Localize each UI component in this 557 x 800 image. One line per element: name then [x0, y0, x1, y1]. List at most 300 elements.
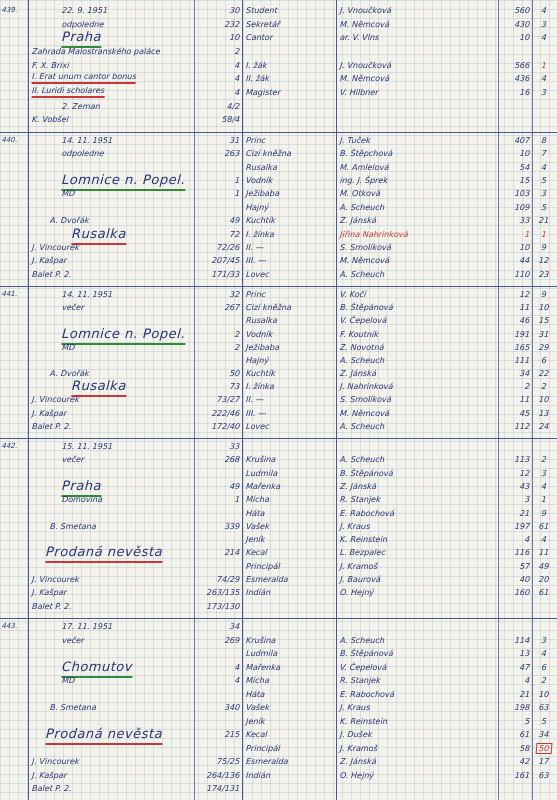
- performance-text: Balet P. 2.: [31, 421, 73, 431]
- singer-count: 57: [519, 561, 531, 571]
- performance-text: 2. Zeman: [61, 101, 101, 111]
- role-count: 1: [541, 229, 547, 239]
- singer-count: 40: [519, 575, 531, 585]
- singer-name: J. Nahrinková: [339, 382, 394, 392]
- singer-count: 42: [519, 757, 531, 767]
- performance-text: F. X. Brixi: [31, 60, 70, 70]
- performance-info: [32, 522, 211, 532]
- singer-count: 13: [519, 649, 531, 659]
- role-name: I. žák: [245, 60, 268, 70]
- singer-name: J. Vnoučková: [339, 6, 392, 15]
- role-name: Kuchtík: [245, 369, 276, 379]
- performance-text: MD: [61, 676, 76, 686]
- role-name: Kuchtík: [245, 216, 276, 226]
- singer-name: M. Němcová: [339, 256, 390, 266]
- singer-name: J. Baurová: [339, 575, 382, 585]
- role-name: I. žínka: [245, 229, 275, 239]
- role-count: 3: [541, 19, 547, 29]
- column-rule: [28, 0, 29, 800]
- performance-text: Balet P. 2.: [31, 784, 73, 794]
- performance-count: 30: [229, 6, 241, 15]
- performance-text: Balet P. 2.: [31, 601, 73, 611]
- performance-info: [32, 270, 193, 280]
- role-count: 10: [538, 689, 550, 699]
- role-count: 9: [541, 290, 547, 299]
- singer-name: B. Štěpánová: [339, 303, 394, 313]
- role-count: 2: [541, 676, 547, 686]
- role-count: 4: [541, 481, 547, 491]
- singer-count: 430: [514, 19, 531, 29]
- singer-count: 11: [519, 395, 531, 405]
- role-name: Principál: [245, 743, 281, 753]
- performance-count: 267: [224, 303, 241, 313]
- singer-count: 197: [514, 521, 531, 531]
- role-name: Ludmila: [245, 468, 279, 478]
- singer-count: 560: [514, 6, 531, 15]
- performance-text: J. Vincourek: [31, 242, 80, 252]
- performance-text: večer: [61, 635, 85, 645]
- role-count: 3: [541, 189, 547, 199]
- role-name: Kecal: [245, 548, 268, 558]
- performance-text: Chomutov: [61, 660, 133, 678]
- role-count: 4: [541, 74, 547, 84]
- performance-info: [32, 703, 211, 713]
- role-count: 2: [541, 455, 547, 465]
- singer-name: O. Hejný: [339, 770, 375, 780]
- performance-count: 1: [234, 495, 241, 505]
- role-count: 1: [541, 495, 547, 505]
- column-rule: [532, 0, 533, 800]
- performance-info: [32, 102, 223, 112]
- performance-count: 232: [224, 19, 241, 29]
- performance-count: 4: [234, 88, 241, 97]
- singer-count: 54: [519, 162, 531, 172]
- performance-count: 174/131: [206, 784, 241, 794]
- performance-count: 4: [234, 662, 241, 672]
- performance-text: Rusalka: [71, 379, 127, 397]
- performance-info: [32, 6, 223, 16]
- role-count: 1: [541, 60, 547, 70]
- column-rule: [336, 0, 337, 800]
- performance-text: K. Vobšel: [31, 115, 69, 125]
- role-name: Princ: [245, 136, 267, 145]
- role-count: 5: [541, 202, 547, 212]
- singer-name: A. Scheuch: [339, 355, 386, 365]
- performance-text: II. Luridi scholares: [32, 86, 106, 98]
- singer-name: E. Rabochová: [339, 689, 395, 699]
- singer-name: E. Rabochová: [339, 508, 395, 518]
- performance-info: [32, 20, 223, 30]
- role-count: 61: [538, 521, 550, 531]
- role-name: Háta: [245, 689, 266, 699]
- role-name: Ludmila: [245, 649, 279, 659]
- performance-info: [32, 728, 207, 742]
- singer-count: 11: [519, 303, 531, 313]
- performance-count: 31: [229, 136, 241, 145]
- performance-count: 269: [224, 635, 241, 645]
- performance-count: 2: [234, 329, 241, 339]
- performance-count: 207/45: [211, 256, 241, 266]
- role-count: 31: [538, 329, 550, 339]
- role-count: 20: [538, 575, 550, 585]
- performance-info: [32, 174, 223, 188]
- entry-separator: [0, 286, 557, 287]
- singer-name: A. Scheuch: [339, 635, 386, 645]
- role-name: Mařenka: [245, 662, 281, 672]
- role-count: 4: [541, 535, 547, 545]
- role-name: III. —: [245, 408, 267, 418]
- boxed-count: 50: [536, 743, 553, 754]
- performance-info: [32, 61, 193, 71]
- performance-text: Balet P. 2.: [31, 269, 73, 279]
- performance-count: 4: [234, 60, 241, 70]
- performance-count: 263/135: [206, 588, 241, 598]
- performance-count: 268: [224, 455, 241, 465]
- performance-info: [32, 442, 223, 452]
- role-name: Cizí kněžna: [245, 303, 292, 313]
- role-name: Cizí kněžna: [245, 149, 292, 159]
- singer-name: A. Scheuch: [339, 455, 386, 465]
- singer-name: Z. Jánská: [339, 757, 377, 767]
- singer-name: K. Reinstein: [339, 535, 388, 545]
- performance-text: odpoledne: [61, 149, 105, 159]
- performance-count: 34: [229, 622, 241, 631]
- singer-name: B. Štěpánová: [339, 468, 394, 478]
- role-name: Lovec: [245, 269, 270, 279]
- singer-name: J. Kramoš: [339, 561, 379, 571]
- singer-count: 111: [514, 355, 531, 365]
- performance-text: 14. 11. 1951: [61, 136, 114, 145]
- performance-info: [32, 622, 223, 632]
- singer-count: 45: [519, 408, 531, 418]
- performance-text: 14. 11. 1951: [61, 290, 114, 299]
- performance-info: [32, 757, 193, 767]
- singer-count: 34: [519, 369, 531, 379]
- singer-name: J. Dušek: [339, 730, 373, 740]
- role-name: Mařenka: [245, 481, 281, 491]
- performance-count: 173/130: [206, 601, 241, 611]
- performance-text: J. Vincourek: [31, 757, 80, 767]
- role-count: 10: [538, 395, 550, 405]
- singer-name: R. Stanjek: [339, 676, 381, 686]
- role-name: Ježibaba: [245, 189, 281, 199]
- performance-info: [32, 328, 223, 342]
- entry-number: 442.: [1, 442, 18, 450]
- role-count: 63: [538, 770, 550, 780]
- singer-count: 436: [514, 74, 531, 84]
- performance-count: 32: [229, 290, 241, 299]
- performance-info: [32, 636, 223, 646]
- singer-name: J. Kraus: [339, 703, 371, 713]
- column-rule: [242, 0, 243, 800]
- performance-text: Rusalka: [71, 227, 127, 245]
- performance-info: [32, 784, 193, 794]
- singer-count: 160: [514, 588, 531, 598]
- singer-count: 566: [514, 60, 531, 70]
- performance-text: odpoledne: [61, 19, 105, 29]
- performance-info: [32, 256, 193, 266]
- singer-name: A. Scheuch: [339, 421, 386, 431]
- performance-count: 75/25: [216, 757, 241, 767]
- performance-info: [32, 602, 193, 612]
- singer-count: 12: [519, 468, 531, 478]
- performance-info: [32, 149, 223, 159]
- performance-info: [32, 47, 193, 57]
- role-name: Vašek: [245, 703, 270, 713]
- performance-info: [32, 136, 223, 146]
- performance-count: 222/46: [211, 408, 241, 418]
- performance-text: I. Erat unum cantor bonus: [32, 72, 137, 84]
- role-name: Principál: [245, 561, 281, 571]
- performance-text: Prodaná nevěsta: [45, 727, 163, 745]
- performance-text: 17. 11. 1951: [61, 622, 114, 631]
- singer-name: B. Štěpchová: [339, 149, 394, 159]
- singer-name: J. Kraus: [339, 521, 371, 531]
- singer-name: S. Smolíková: [339, 242, 392, 252]
- role-name: Vodník: [245, 329, 274, 339]
- singer-count: 109: [514, 202, 531, 212]
- performance-info: [32, 495, 223, 505]
- singer-count: 16: [519, 88, 531, 97]
- role-count: 4: [541, 162, 547, 172]
- role-name: Esmeralda: [245, 757, 289, 767]
- singer-count: 3: [524, 495, 531, 505]
- performance-info: [32, 575, 193, 585]
- role-count: 61: [538, 588, 550, 598]
- role-count: 22: [538, 369, 550, 379]
- role-count: 3: [541, 635, 547, 645]
- singer-name: F. Koutník: [339, 329, 380, 339]
- singer-count: 2: [524, 382, 531, 392]
- performance-text: J. Kašpar: [31, 588, 68, 598]
- performance-info: [32, 409, 193, 419]
- role-count: 63: [538, 703, 550, 713]
- role-name: Háta: [245, 508, 266, 518]
- role-count: 6: [541, 355, 547, 365]
- singer-count: 10: [519, 242, 531, 252]
- performance-info: [32, 546, 207, 560]
- role-count: 11: [538, 548, 550, 558]
- performance-count: 73: [229, 382, 241, 392]
- role-name: II. žák: [245, 74, 270, 84]
- role-count: [534, 744, 555, 754]
- singer-name: A. Scheuch: [339, 269, 386, 279]
- singer-count: 44: [519, 256, 531, 266]
- role-name: Hajný: [245, 202, 270, 212]
- performance-text: Zahrada Malostranského paláce: [31, 47, 161, 56]
- singer-name: V. Čepelová: [339, 662, 388, 672]
- role-count: 29: [538, 342, 550, 352]
- performance-text: A. Dvořák: [49, 216, 90, 226]
- role-name: Esmeralda: [245, 575, 289, 585]
- singer-count: 33: [519, 216, 531, 226]
- singer-count: 10: [519, 149, 531, 159]
- entry-number: 440.: [1, 136, 18, 144]
- role-name: I. žínka: [245, 382, 275, 392]
- singer-count: 47: [519, 662, 531, 672]
- performance-count: 10: [229, 33, 241, 43]
- role-name: Jeník: [245, 716, 266, 726]
- performance-count: 1: [234, 176, 241, 186]
- singer-name: V. Hilbner: [339, 88, 379, 97]
- role-count: 12: [538, 256, 550, 266]
- role-count: 15: [538, 316, 550, 326]
- singer-count: 191: [514, 329, 531, 339]
- role-name: Krušina: [245, 455, 277, 465]
- role-count: 34: [538, 730, 550, 740]
- singer-count: 5: [524, 716, 531, 726]
- performance-text: J. Kašpar: [31, 256, 68, 266]
- entry-number: 441.: [1, 290, 18, 298]
- singer-name: R. Stanjek: [339, 495, 381, 505]
- performance-info: [32, 243, 193, 253]
- performance-text: Lomnice n. Popel.: [61, 327, 186, 345]
- performance-count: 73/27: [216, 395, 241, 405]
- singer-name: J. Kramoš: [339, 743, 379, 753]
- singer-name: A. Scheuch: [339, 202, 386, 212]
- role-count: 4: [541, 6, 547, 15]
- singer-count: 61: [519, 730, 531, 740]
- singer-name: M. Němcová: [339, 19, 390, 29]
- role-name: Mícha: [245, 495, 270, 505]
- role-name: Lovec: [245, 421, 270, 431]
- role-name: Princ: [245, 290, 267, 299]
- singer-name: L. Bezpalec: [339, 548, 387, 558]
- role-name: Kecal: [245, 730, 268, 740]
- performance-count: 49: [229, 216, 241, 226]
- singer-name: M. Němcová: [339, 74, 390, 84]
- singer-name: Jiřina Nahrinková: [339, 229, 409, 239]
- singer-count: 43: [519, 481, 531, 491]
- performance-count: 72/26: [216, 242, 241, 252]
- singer-name: J. Tuček: [339, 136, 371, 145]
- performance-count: 215: [224, 730, 241, 740]
- singer-count: 103: [514, 189, 531, 199]
- performance-info: [32, 676, 223, 686]
- role-count: 3: [541, 88, 547, 97]
- singer-count: 113: [514, 455, 531, 465]
- performance-info: [32, 661, 223, 675]
- performance-text: B. Smetana: [49, 703, 97, 713]
- role-name: Rusalka: [245, 316, 278, 326]
- singer-count: 46: [519, 316, 531, 326]
- role-count: 9: [541, 242, 547, 252]
- performance-info: [32, 31, 223, 45]
- singer-name: M. Otková: [339, 189, 381, 199]
- performance-count: 4: [234, 74, 241, 84]
- performance-count: 33: [229, 442, 241, 451]
- role-name: Cantor: [245, 33, 274, 43]
- singer-name: J. Vnoučková: [339, 60, 392, 70]
- role-name: Krušina: [245, 635, 277, 645]
- singer-count: 114: [514, 635, 531, 645]
- column-rule: [498, 0, 499, 800]
- performance-count: 339: [224, 521, 241, 531]
- role-name: Mícha: [245, 676, 270, 686]
- singer-name: O. Hejný: [339, 588, 375, 598]
- performance-count: 1: [234, 189, 241, 199]
- role-name: Sekretář: [245, 19, 281, 29]
- performance-text: A. Dvořák: [49, 369, 90, 379]
- performance-count: 74/29: [216, 575, 241, 585]
- singer-name: ing. J. Šprek: [339, 176, 389, 186]
- performance-count: 340: [224, 703, 241, 713]
- performance-count: 264/136: [206, 770, 241, 780]
- performance-text: 22. 9. 1951: [61, 6, 109, 15]
- entry-number: 443.: [1, 622, 18, 630]
- performance-info: [32, 455, 223, 465]
- role-count: 21: [538, 216, 550, 226]
- singer-name: Z. Jánská: [339, 216, 377, 226]
- role-count: 10: [538, 303, 550, 313]
- singer-count: 10: [519, 33, 531, 43]
- singer-count: 161: [514, 770, 531, 780]
- role-count: 5: [541, 176, 547, 186]
- singer-name: V. Kočí: [339, 290, 367, 299]
- role-name: Jeník: [245, 535, 266, 545]
- role-name: III. —: [245, 256, 267, 266]
- role-name: Hajný: [245, 355, 270, 365]
- entry-separator: [0, 438, 557, 439]
- singer-name: B. Štěpánová: [339, 649, 394, 659]
- singer-count: 112: [514, 421, 531, 431]
- performance-text: B. Smetana: [49, 521, 97, 531]
- singer-name: S. Smolíková: [339, 395, 392, 405]
- performance-count: 171/33: [211, 269, 241, 279]
- singer-count: 12: [519, 290, 531, 299]
- singer-count: 1: [524, 229, 531, 239]
- singer-count: 198: [514, 703, 531, 713]
- singer-count: 21: [519, 508, 531, 518]
- performance-text: MD: [61, 342, 76, 352]
- role-name: Indián: [245, 588, 272, 598]
- performance-count: 72: [229, 229, 241, 239]
- performance-count: 58/4: [221, 115, 241, 125]
- performance-count: 2: [234, 47, 241, 56]
- performance-text: J. Vincourek: [31, 395, 80, 405]
- role-count: 2: [541, 382, 547, 392]
- performance-count: 263: [224, 149, 241, 159]
- singer-count: 4: [524, 535, 531, 545]
- performance-text: Praha: [61, 479, 102, 497]
- performance-info: [32, 771, 193, 781]
- performance-text: 15. 11. 1951: [61, 442, 114, 451]
- role-name: Rusalka: [245, 162, 278, 172]
- role-count: 49: [538, 561, 550, 571]
- performance-text: Lomnice n. Popel.: [61, 173, 186, 191]
- singer-count: 165: [514, 342, 531, 352]
- performance-text: MD: [61, 189, 76, 199]
- performance-info: [32, 588, 193, 598]
- performance-info: [32, 290, 223, 300]
- performance-count: 2: [234, 342, 241, 352]
- performance-text: večer: [61, 303, 85, 313]
- singer-count: 407: [514, 136, 531, 145]
- role-count: 4: [541, 649, 547, 659]
- role-count: 8: [541, 136, 547, 145]
- entry-number: 439.: [1, 6, 18, 14]
- performance-info: [32, 422, 193, 432]
- performance-info: [32, 189, 223, 199]
- performance-count: 172/40: [211, 421, 241, 431]
- singer-count: 58: [519, 743, 531, 753]
- role-count: 13: [538, 408, 550, 418]
- role-name: Ježibaba: [245, 342, 281, 352]
- singer-name: Z. Jánská: [339, 481, 377, 491]
- performance-info: [32, 303, 223, 313]
- singer-name: Z. Novotná: [339, 342, 385, 352]
- role-count: 3: [541, 468, 547, 478]
